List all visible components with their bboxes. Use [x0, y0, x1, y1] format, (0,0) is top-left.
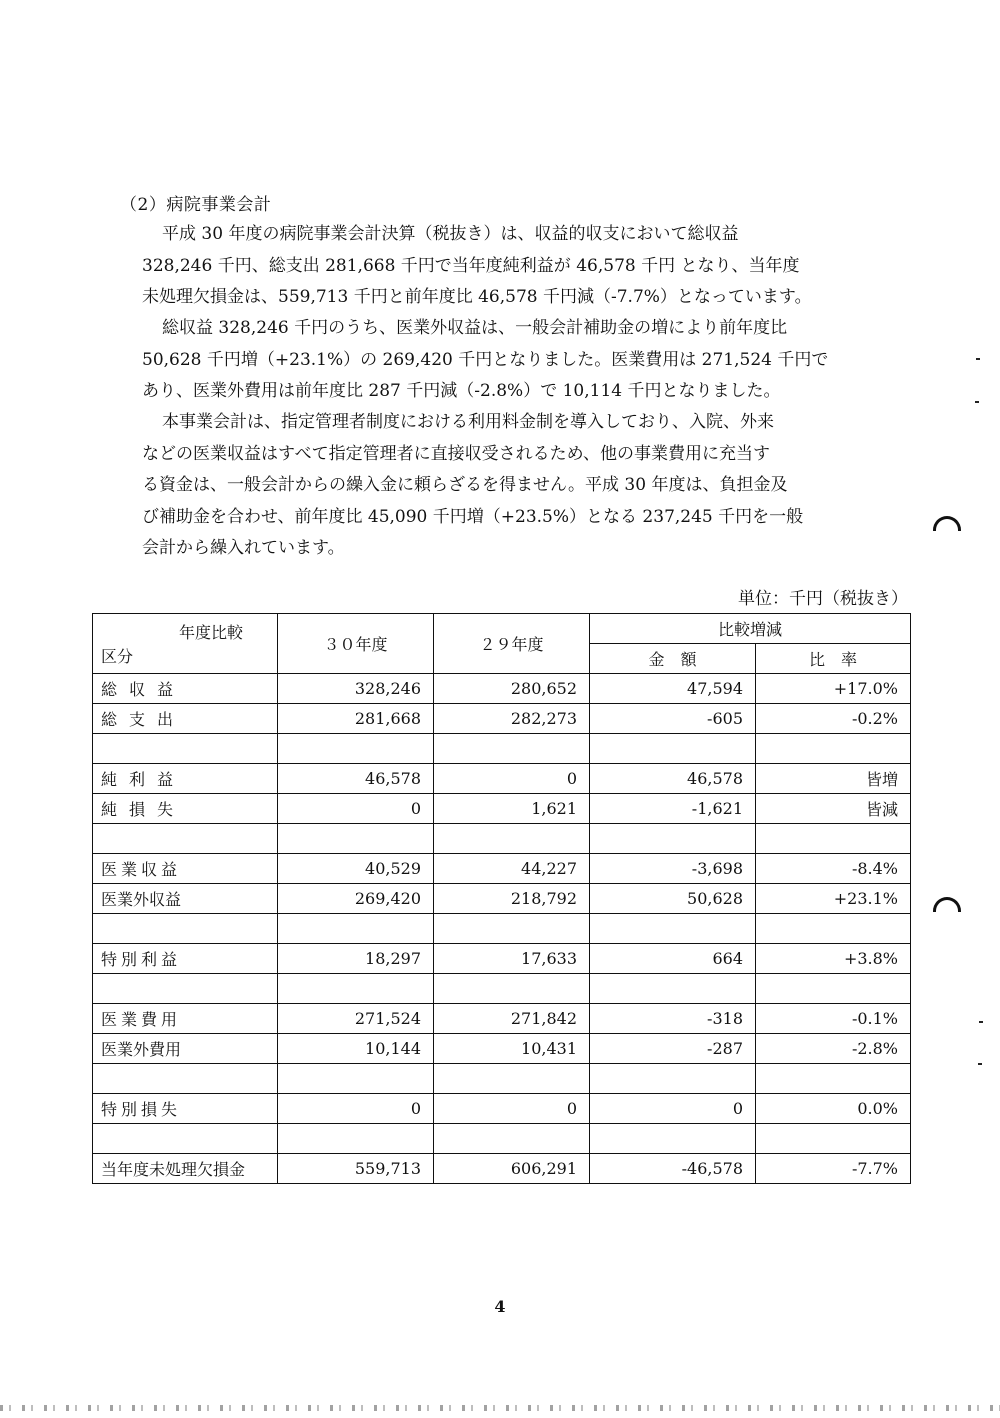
row-label [93, 734, 278, 764]
corner-header-cell [93, 614, 278, 674]
paragraph-transfers [142, 407, 912, 565]
page-number: 4 [494, 1297, 506, 1316]
row-label [93, 1064, 278, 1094]
row-label: 医業収益 [93, 854, 278, 884]
fy29-value: 0 [434, 764, 590, 794]
header-amount: 金 額 [590, 644, 756, 674]
row-label [93, 1124, 278, 1154]
table-row [93, 1094, 911, 1124]
header-year-comparison: 年度比較 [178, 623, 243, 642]
change-ratio: +23.1% [756, 884, 911, 914]
fy29-value [434, 1064, 590, 1094]
fy29-value: 10,431 [434, 1034, 590, 1064]
row-label: 総収益 [93, 674, 278, 704]
change-ratio [756, 974, 911, 1004]
paragraph-summary [142, 219, 912, 314]
fy30-value [278, 1124, 434, 1154]
change-ratio: -8.4% [756, 854, 911, 884]
change-ratio: 皆減 [756, 794, 911, 824]
fy30-value: 271,524 [278, 1004, 434, 1034]
table-row-spacer [93, 974, 911, 1004]
change-ratio [756, 914, 911, 944]
fy29-value: 271,842 [434, 1004, 590, 1034]
change-ratio: +3.8% [756, 944, 911, 974]
row-label: 医業外収益 [93, 884, 278, 914]
fy29-value: 282,273 [434, 704, 590, 734]
table-row-spacer [93, 734, 911, 764]
fy29-value: 606,291 [434, 1154, 590, 1184]
fy29-value [434, 914, 590, 944]
fy29-value: 1,621 [434, 794, 590, 824]
table-row [93, 884, 911, 914]
scan-speck [979, 1021, 983, 1023]
change-amount [590, 1124, 756, 1154]
change-ratio: 皆増 [756, 764, 911, 794]
row-label: 医業費用 [93, 1004, 278, 1034]
table-row [93, 854, 911, 884]
fy29-value: 44,227 [434, 854, 590, 884]
paragraph-line: 328,246 千円、総支出 281,668 千円で当年度純利益が 46,578 千円 となり、当年度 [142, 255, 800, 276]
change-amount [590, 734, 756, 764]
table-header-row [93, 614, 911, 644]
fy29-value: 0 [434, 1094, 590, 1124]
fy29-value [434, 824, 590, 854]
row-label [93, 914, 278, 944]
fy29-value [434, 1124, 590, 1154]
fy29-value: 280,652 [434, 674, 590, 704]
change-amount [590, 974, 756, 1004]
unit-label: 単位：千円（税抜き） [738, 589, 908, 609]
fy30-value: 281,668 [278, 704, 434, 734]
header-category: 区分 [101, 647, 134, 666]
row-label: 純利益 [93, 764, 278, 794]
row-label [93, 824, 278, 854]
fy30-value: 0 [278, 794, 434, 824]
fy30-value: 46,578 [278, 764, 434, 794]
fy30-value: 10,144 [278, 1034, 434, 1064]
change-amount: 0 [590, 1094, 756, 1124]
change-ratio [756, 1124, 911, 1154]
change-amount: -46,578 [590, 1154, 756, 1184]
table-row-spacer [93, 824, 911, 854]
change-ratio [756, 734, 911, 764]
table-row [93, 1034, 911, 1064]
scan-noise-strip [0, 1405, 1000, 1411]
row-label: 総支出 [93, 704, 278, 734]
fy30-value [278, 974, 434, 1004]
fy30-value: 269,420 [278, 884, 434, 914]
header-fy29: ２９年度 [434, 614, 590, 674]
punch-hole-mark [933, 897, 961, 912]
paragraph-line: 会計から繰入れています。 [142, 538, 345, 558]
change-amount: 46,578 [590, 764, 756, 794]
change-ratio: +17.0% [756, 674, 911, 704]
paragraph-line: 本事業会計は、指定管理者制度における利用料金制を導入しており、入院、外来 [162, 412, 774, 432]
row-label: 特別損失 [93, 1094, 278, 1124]
paragraph-line: び補助金を合わせ、前年度比 45,090 千円増（+23.5%）となる 237,245 千円を一般 [142, 506, 804, 527]
row-label: 当年度未処理欠損金 [93, 1154, 278, 1184]
fy30-value: 559,713 [278, 1154, 434, 1184]
paragraph-line: 未処理欠損金は、559,713 千円と前年度比 46,578 千円減（-7.7%）となっています。 [142, 287, 812, 307]
change-amount: -3,698 [590, 854, 756, 884]
scan-speck [975, 401, 979, 403]
fy30-value [278, 824, 434, 854]
table-row [93, 1154, 911, 1184]
change-amount: -287 [590, 1034, 756, 1064]
change-amount [590, 824, 756, 854]
table-row-spacer [93, 1124, 911, 1154]
paragraph-line: などの医業収益はすべて指定管理者に直接収受されるため、他の事業費用に充当す [142, 443, 770, 464]
section-title: （2）病院事業会計 [120, 195, 272, 215]
table-body [93, 674, 911, 1184]
fy30-value: 0 [278, 1094, 434, 1124]
fy29-value: 218,792 [434, 884, 590, 914]
fy29-value [434, 734, 590, 764]
table-row [93, 674, 911, 704]
change-ratio: -2.8% [756, 1034, 911, 1064]
fy29-value: 17,633 [434, 944, 590, 974]
fy30-value [278, 914, 434, 944]
paragraph-line: 総収益 328,246 千円のうち、医業外収益は、一般会計補助金の増により前年度比 [162, 318, 788, 338]
table-row-spacer [93, 914, 911, 944]
paragraph-non-operating [142, 313, 912, 408]
change-ratio: -0.2% [756, 704, 911, 734]
change-amount: 50,628 [590, 884, 756, 914]
fy29-value [434, 974, 590, 1004]
financial-comparison-table [92, 613, 911, 1184]
table-row-spacer [93, 1064, 911, 1094]
fy30-value: 328,246 [278, 674, 434, 704]
change-ratio: -7.7% [756, 1154, 911, 1184]
change-ratio [756, 824, 911, 854]
change-amount [590, 914, 756, 944]
header-fy30: ３０年度 [278, 614, 434, 674]
change-amount: -1,621 [590, 794, 756, 824]
header-ratio: 比 率 [756, 644, 911, 674]
change-amount: -318 [590, 1004, 756, 1034]
row-label: 特別利益 [93, 944, 278, 974]
paragraph-line: る資金は、一般会計からの繰入金に頼らざるを得ません。平成 30 年度は、負担金及 [142, 475, 788, 495]
table-row [93, 944, 911, 974]
row-label: 医業外費用 [93, 1034, 278, 1064]
fy30-value [278, 734, 434, 764]
change-ratio: 0.0% [756, 1094, 911, 1124]
fy30-value [278, 1064, 434, 1094]
change-ratio [756, 1064, 911, 1094]
scan-speck [976, 358, 980, 360]
header-comparison: 比較増減 [590, 614, 911, 644]
paragraph-line: 平成 30 年度の病院事業会計決算（税抜き）は、収益的収支において総収益 [162, 224, 739, 244]
table-row [93, 794, 911, 824]
fy30-value: 18,297 [278, 944, 434, 974]
fy30-value: 40,529 [278, 854, 434, 884]
change-amount: 47,594 [590, 674, 756, 704]
row-label [93, 974, 278, 1004]
punch-hole-mark [933, 516, 961, 531]
table-row [93, 764, 911, 794]
change-ratio: -0.1% [756, 1004, 911, 1034]
scan-speck [978, 1063, 982, 1065]
change-amount: -605 [590, 704, 756, 734]
table-row [93, 704, 911, 734]
table-row [93, 1004, 911, 1034]
paragraph-line: あり、医業外費用は前年度比 287 千円減（-2.8%）で 10,114 千円となりました。 [142, 381, 781, 401]
change-amount [590, 1064, 756, 1094]
paragraph-line: 50,628 千円増（+23.1%）の 269,420 千円となりました。医業費用は 271,524 千円で [142, 349, 829, 370]
change-amount: 664 [590, 944, 756, 974]
row-label: 純損失 [93, 794, 278, 824]
